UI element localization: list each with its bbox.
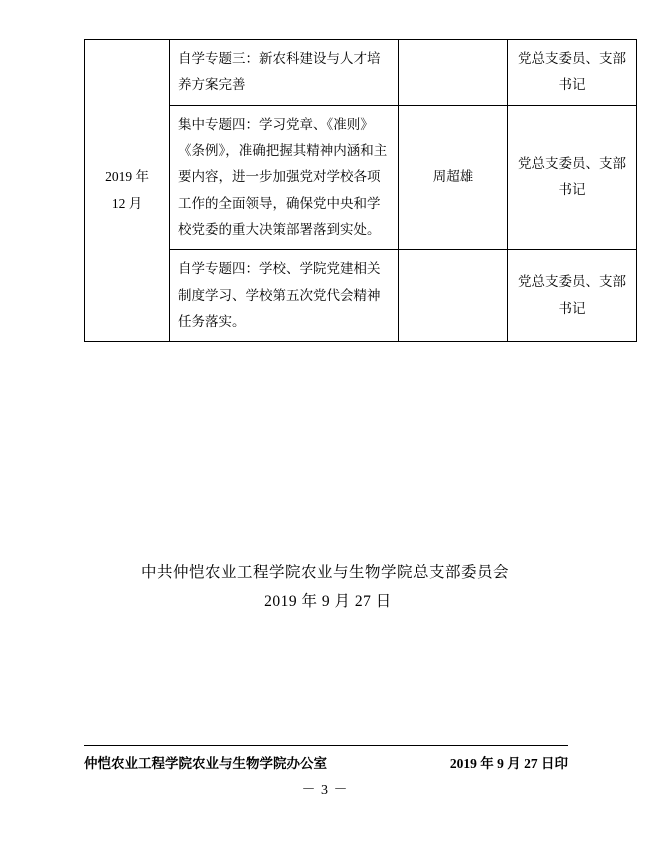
date-month: 12 月 <box>111 195 143 211</box>
page-number: － 3 － <box>301 783 349 798</box>
footer-office: 仲恺农业工程学院农业与生物学院办公室 <box>84 756 327 771</box>
footer <box>84 752 568 772</box>
footer-print-date: 2019 年 9 月 27 日印 <box>449 756 568 771</box>
table-row <box>85 40 637 106</box>
date-year: 2019 年 <box>105 169 149 185</box>
cell-person <box>399 40 508 106</box>
cell-person <box>399 250 508 342</box>
signature-organization: 中共仲恺农业工程学院农业与生物学院总支部委员会 <box>140 564 509 581</box>
meeting-schedule-table <box>84 39 637 342</box>
cell-date <box>85 40 170 342</box>
cell-topic: 集中专题四：学习党章、《准则》《条例》，准确把握其精神内涵和主要内容，进一步加强党对学校各项工作的全面领导，确保党中央和学校党委的重大决策部署落到实处。 <box>170 105 399 250</box>
footer-divider <box>84 745 568 746</box>
cell-topic: 自学专题三：新农科建设与人才培养方案完善 <box>170 40 399 106</box>
cell-person: 周超雄 <box>399 105 508 250</box>
signature-date: 2019 年 9 月 27 日 <box>264 593 392 611</box>
cell-role: 党总支委员、支部书记 <box>508 105 637 250</box>
cell-role: 党总支委员、支部书记 <box>508 250 637 342</box>
cell-role: 党总支委员、支部书记 <box>508 40 637 106</box>
cell-topic: 自学专题四：学校、学院党建相关制度学习、学校第五次党代会精神任务落实。 <box>170 250 399 342</box>
signature-block <box>0 558 650 617</box>
